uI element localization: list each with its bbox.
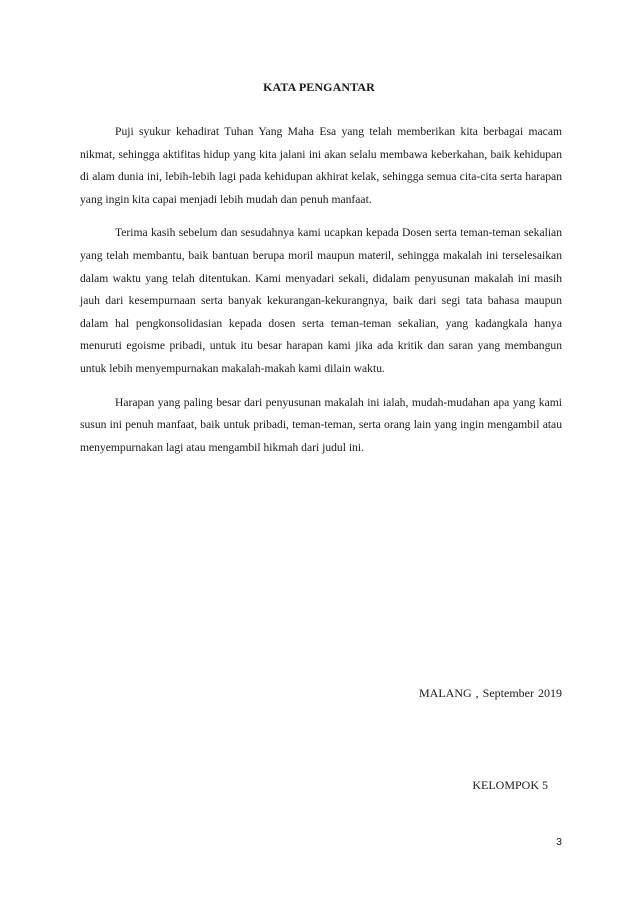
group-name: KELOMPOK 5: [472, 778, 548, 792]
body-text: [80, 121, 562, 470]
paragraph-3: Harapan yang paling besar dari penyusunan makalah ini ialah, mudah-mudahan apa yang kami susun ini penuh manfaat, baik untuk pribadi, teman-teman, serta orang lain yang ingin mengambil atau menyempurnakan lagi atau mengambil hikmah dari judul ini.: [80, 395, 562, 454]
page-number: 3: [556, 836, 562, 848]
page-title: KATA PENGANTAR: [263, 80, 375, 94]
paragraph-1: Puji syukur kehadirat Tuhan Yang Maha Esa yang telah memberikan kita berbagai macam nikmat, sehingga aktifitas hidup yang kita jalani ini akan selalu membawa keberkahan, baik kehidupan di alam dunia ini, lebih-lebih lagi pada kehidupan akhirat kelak, sehingga semua cita-cita serta harapan yang ingin kita capai menjadi lebih mudah dan penuh manfaat.: [80, 125, 562, 206]
place-date: MALANG , September 2019: [419, 686, 562, 700]
paragraph-2: Terima kasih sebelum dan sesudahnya kami ucapkan kepada Dosen serta teman-teman sekalian yang telah membantu, baik bantuan berupa moril maupun materil, sehingga makalah ini terselesaikan dalam waktu yang telah ditentukan. Kami menyadari sekali, didalam penyusunan makalah ini masih jauh dari kesempurnaan serta banyak kekurangan-kekurangnya, baik dari segi tata bahasa maupun dalam hal pengkonsolidasian kepada dosen serta teman-teman sekalian, yang kadangkala hanya menuruti egoisme pribadi, untuk itu besar harapan kami jika ada kritik dan saran yang membangun untuk lebih menyempurnakan makalah-makah kami dilain waktu.: [80, 226, 562, 375]
